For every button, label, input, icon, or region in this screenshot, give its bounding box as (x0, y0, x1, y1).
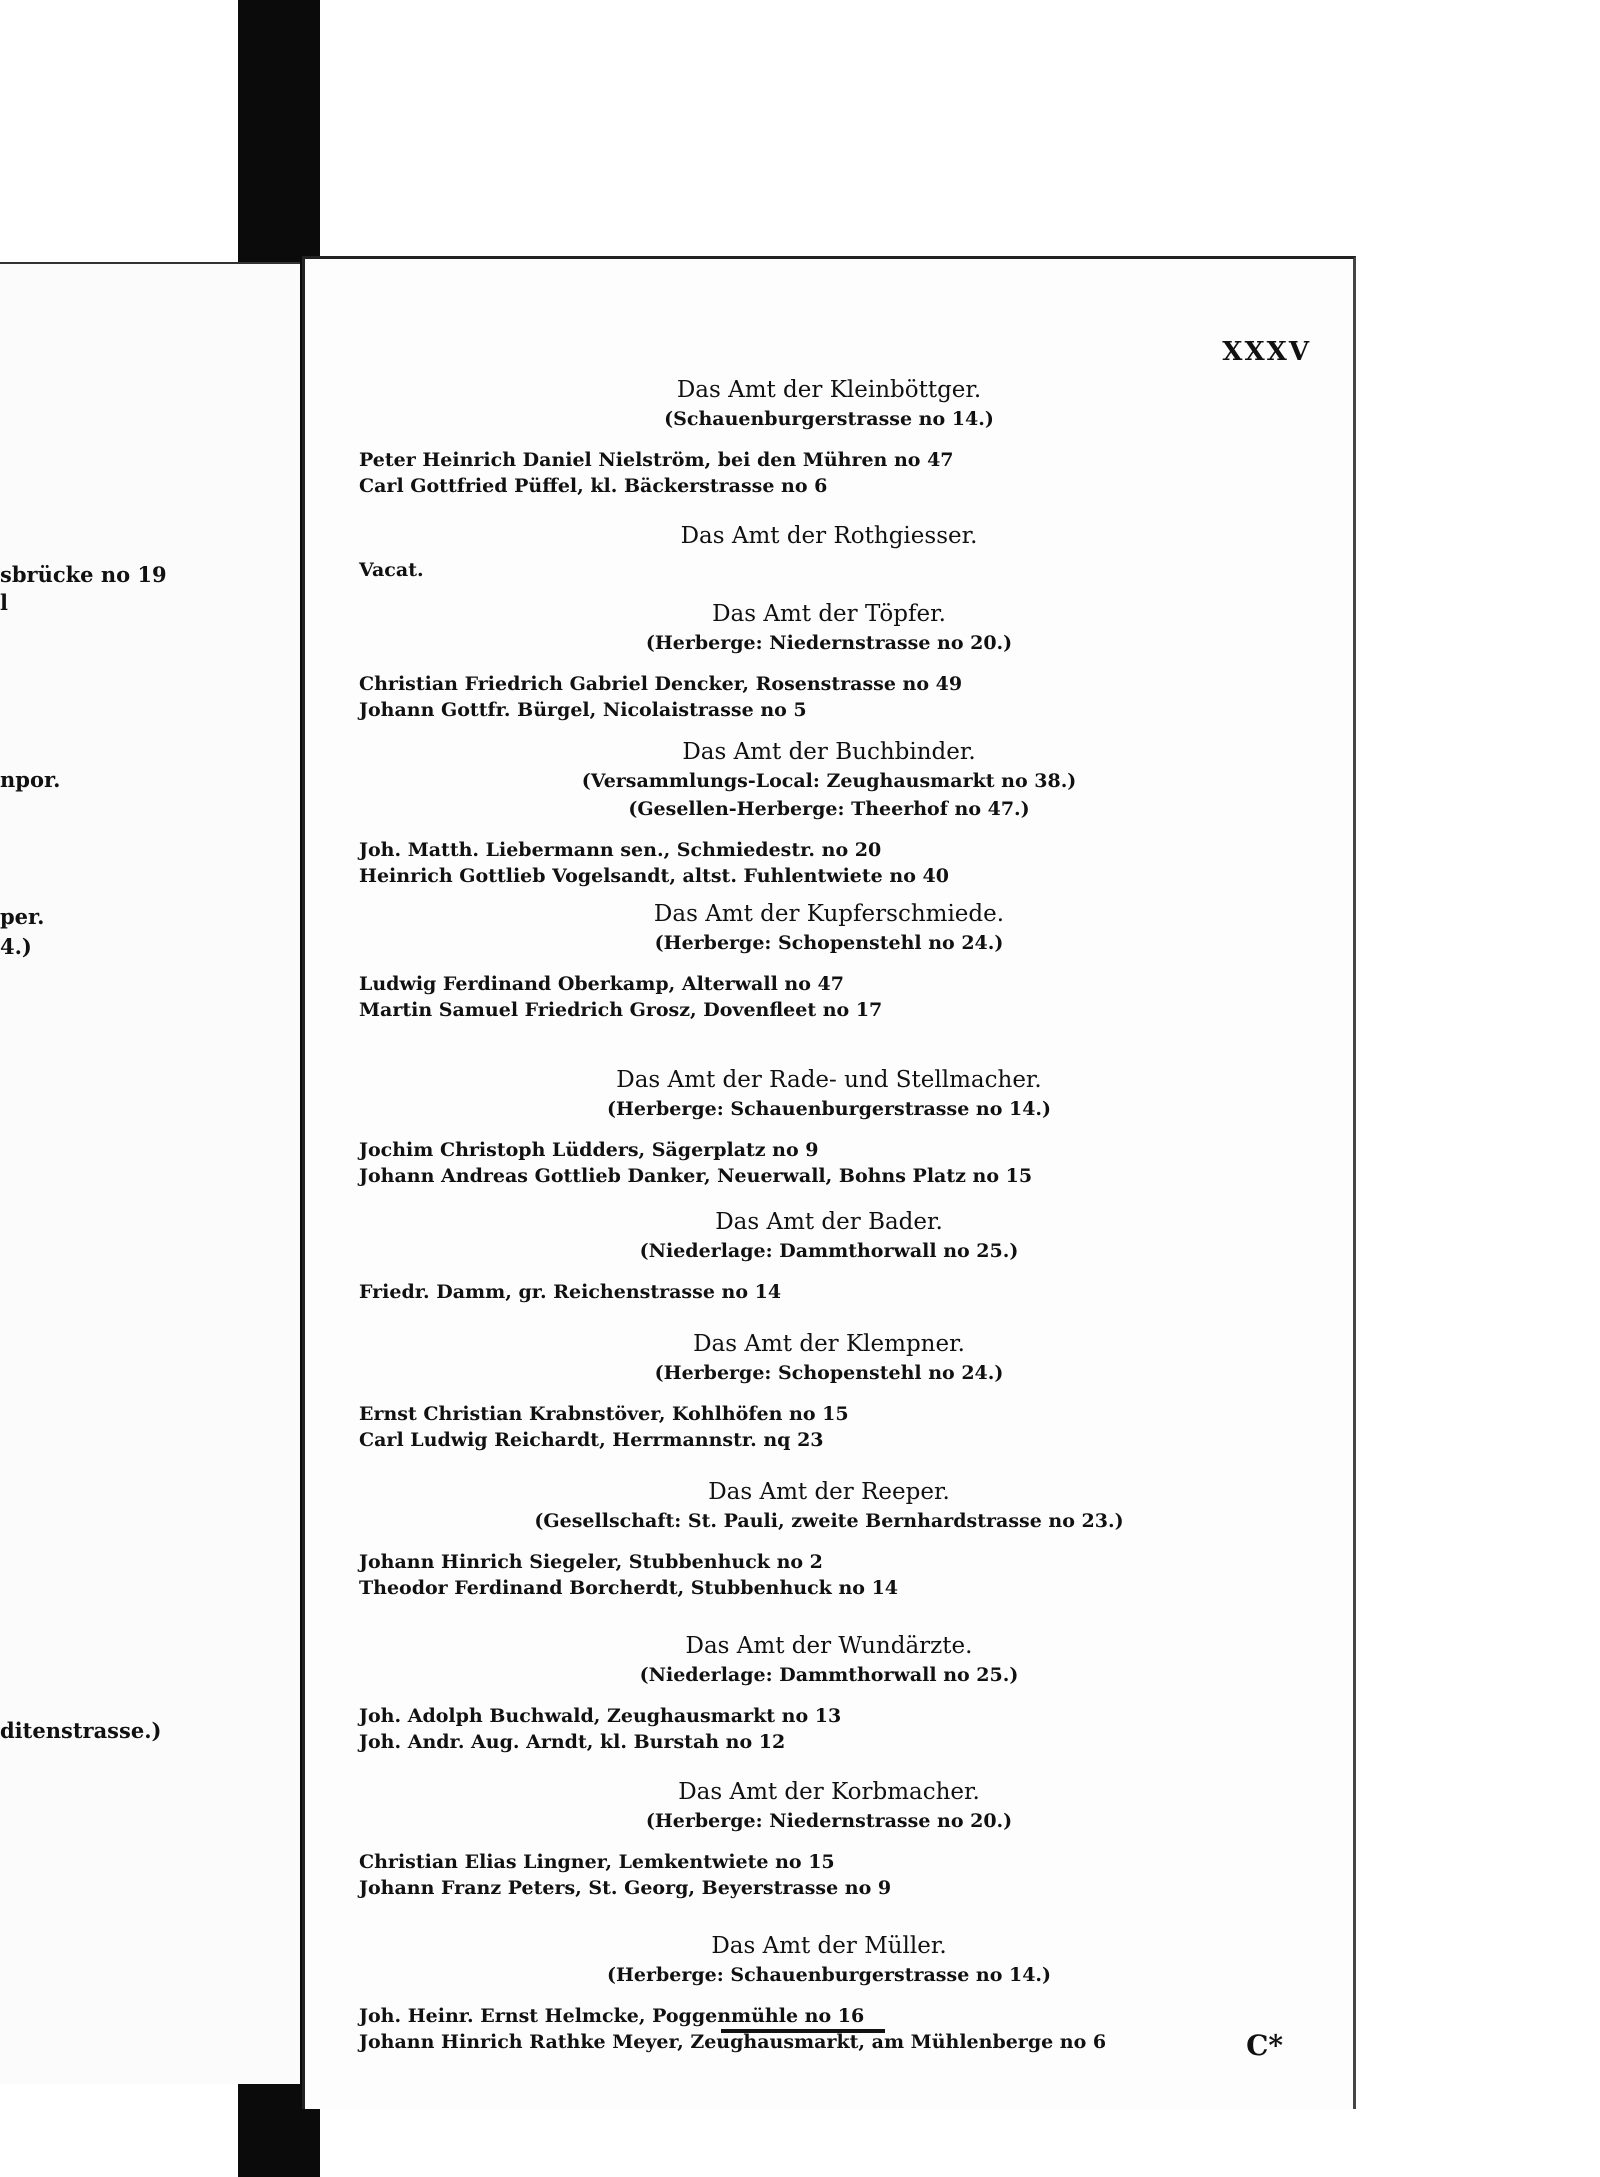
member-entry: Johann Gottfr. Bürgel, Nicolaistrasse no 5 (359, 699, 807, 721)
member-entry: Joh. Heinr. Ernst Helmcke, Poggenmühle no 16 (359, 2005, 865, 2027)
member-entry: Heinrich Gottlieb Vogelsandt, altst. Fuhlentwiete no 40 (359, 865, 949, 887)
guild-entry (305, 1477, 1353, 1601)
guild-meeting-place: (Niederlage: Dammthorwall no 25.) (639, 1240, 1019, 1262)
guild-meeting-place: (Versammlungs-Local: Zeughausmarkt no 38.) (581, 770, 1077, 792)
guild-title: Das Amt der Töpfer. (712, 601, 946, 627)
guild-title: Das Amt der Klempner. (693, 1331, 965, 1357)
guild-entry (305, 599, 1353, 723)
guild-title: Das Amt der Bader. (715, 1209, 943, 1235)
member-list (359, 1703, 1353, 1755)
guild-meeting-place: (Herberge: Niedernstrasse no 20.) (645, 632, 1013, 654)
signature-mark: C* (1246, 2029, 1283, 2062)
right-page (302, 256, 1356, 2109)
member-list (359, 447, 1353, 499)
guild-entry (305, 1777, 1353, 1901)
member-entry: Johann Andreas Gottlieb Danker, Neuerwall, Bohns Platz no 15 (359, 1165, 1033, 1187)
member-list (359, 557, 1353, 583)
guild-title: Das Amt der Wundärzte. (685, 1633, 973, 1659)
member-entry: Ludwig Ferdinand Oberkamp, Alterwall no 47 (359, 973, 844, 995)
member-list (359, 837, 1353, 889)
member-entry: Ernst Christian Krabnstöver, Kohlhöfen no 15 (359, 1403, 849, 1425)
guild-title: Das Amt der Kleinböttger. (676, 377, 982, 403)
member-list (359, 1849, 1353, 1901)
member-list (359, 1401, 1353, 1453)
page-number: XXXV (1222, 337, 1311, 367)
member-entry: Johann Hinrich Rathke Meyer, Zeughausmarkt, am Mühlenberge no 6 (359, 2031, 1107, 2053)
guild-meeting-place: (Herberge: Niedernstrasse no 20.) (645, 1810, 1013, 1832)
left-page-text-fragment: per. (0, 904, 45, 929)
guild-meeting-place: (Herberge: Schauenburgerstrasse no 14.) (606, 1098, 1052, 1120)
guild-title: Das Amt der Kupferschmiede. (653, 901, 1005, 927)
member-entry: Johann Hinrich Siegeler, Stubbenhuck no 2 (359, 1551, 823, 1573)
member-entry: Carl Gottfried Püffel, kl. Bäckerstrasse no 6 (359, 475, 828, 497)
guild-entry (305, 1065, 1353, 1189)
guild-title: Das Amt der Buchbinder. (682, 739, 976, 765)
guild-entry (305, 1631, 1353, 1755)
guild-title: Das Amt der Müller. (711, 1933, 947, 1959)
member-entry: Martin Samuel Friedrich Grosz, Dovenfleet no 17 (359, 999, 883, 1021)
guild-title: Das Amt der Korbmacher. (678, 1779, 980, 1805)
left-page-text-fragment: l (0, 590, 8, 615)
member-entry: Peter Heinrich Daniel Nielström, bei den Mühren no 47 (359, 449, 954, 471)
guild-entry (305, 521, 1353, 583)
guild-entry (305, 1329, 1353, 1453)
member-entry: Jochim Christoph Lüdders, Sägerplatz no 9 (359, 1139, 819, 1161)
guild-meeting-place: (Herberge: Schopenstehl no 24.) (654, 932, 1004, 954)
guild-title: Das Amt der Reeper. (708, 1479, 950, 1505)
member-list (359, 1279, 1353, 1305)
left-page-text-fragment: npor. (0, 767, 61, 792)
guild-meeting-place: (Gesellen-Herberge: Theerhof no 47.) (628, 798, 1030, 820)
member-list (359, 2003, 1353, 2055)
member-entry: Johann Franz Peters, St. Georg, Beyerstrasse no 9 (359, 1877, 892, 1899)
guild-entry (305, 1207, 1353, 1305)
member-entry: Joh. Andr. Aug. Arndt, kl. Burstah no 12 (359, 1731, 786, 1753)
member-entry: Joh. Matth. Liebermann sen., Schmiedestr. no 20 (359, 839, 882, 861)
member-list (359, 971, 1353, 1023)
left-page-text-fragment: sbrücke no 19 (0, 562, 167, 587)
member-entry: Joh. Adolph Buchwald, Zeughausmarkt no 13 (359, 1705, 842, 1727)
guild-meeting-place: (Herberge: Schopenstehl no 24.) (654, 1362, 1004, 1384)
member-list (359, 671, 1353, 723)
guild-meeting-place: (Gesellschaft: St. Pauli, zweite Bernhardstrasse no 23.) (534, 1510, 1124, 1532)
member-list (359, 1137, 1353, 1189)
guild-entry (305, 375, 1353, 499)
guild-meeting-place: (Niederlage: Dammthorwall no 25.) (639, 1664, 1019, 1686)
guild-entry (305, 1931, 1353, 2055)
member-entry: Christian Elias Lingner, Lemkentwiete no 15 (359, 1851, 835, 1873)
member-entry: Friedr. Damm, gr. Reichenstrasse no 14 (359, 1281, 782, 1303)
guild-entry (305, 737, 1353, 889)
member-list (359, 1549, 1353, 1601)
member-entry: Christian Friedrich Gabriel Dencker, Rosenstrasse no 49 (359, 673, 963, 695)
guild-meeting-place: (Schauenburgerstrasse no 14.) (664, 408, 994, 430)
left-page-text-fragment: 4.) (0, 934, 32, 959)
left-page-text-fragment: ditenstrasse.) (0, 1718, 162, 1743)
left-page-fragment (0, 262, 300, 2084)
guild-title: Das Amt der Rothgiesser. (680, 523, 978, 549)
guild-entry (305, 899, 1353, 1023)
member-entry: Theodor Ferdinand Borcherdt, Stubbenhuck no 14 (359, 1577, 899, 1599)
guild-meeting-place: (Herberge: Schauenburgerstrasse no 14.) (606, 1964, 1052, 1986)
member-entry: Vacat. (359, 559, 424, 581)
member-entry: Carl Ludwig Reichardt, Herrmannstr. nq 23 (359, 1429, 824, 1451)
guild-title: Das Amt der Rade- und Stellmacher. (616, 1067, 1042, 1093)
